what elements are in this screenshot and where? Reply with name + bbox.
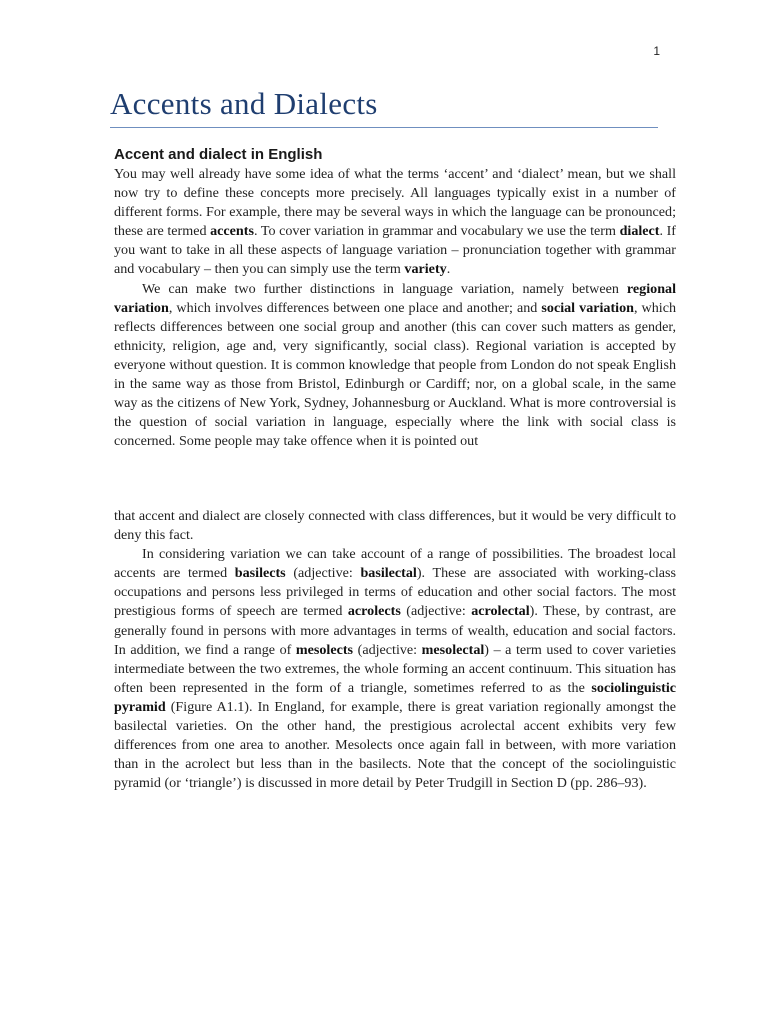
body-text: (Figure A1.1). In England, for example, there is great variation regionally amongst the basilectal varieties. On the other hand, the prestigious acrolectal accent exhibits very few differences from one area to another. Mesolects once again fall in between, with more variation than in the acrolect but less than in the basilects. Note that the concept of the sociolinguistic pyramid (or ‘triangle’) is discussed in more detail by Peter Trudgill in Section D (pp. 286–93). [114, 698, 676, 792]
body-text: You may well already have some idea of what the terms ‘accent’ and ‘dialect’ mean, but we shall now try to define these concepts more precisely. All languages typically exist in a number of different forms. For example, there may be several ways in which the language can be pronounced; these are termed [114, 166, 676, 240]
document-title: Accents and Dialects [110, 86, 378, 121]
body-text: (adjective: [285, 565, 361, 582]
body-text: (adjective: [353, 641, 422, 658]
paragraph-continuation [114, 507, 676, 545]
text-block-upper [114, 144, 676, 451]
key-term: acrolects [347, 603, 401, 620]
key-term: variety [404, 261, 447, 278]
page-number: 1 [653, 44, 660, 58]
paragraph-variation [114, 280, 676, 452]
body-text: . If you want to take in all these aspects of language variation – pronunciation together with grammar and vocabulary – then you can simply use the term [114, 223, 676, 278]
key-term: basilects [234, 565, 286, 582]
paragraph-lects [114, 545, 676, 793]
key-term: dialect [619, 223, 660, 240]
key-term: social variation [541, 299, 634, 316]
body-text: , which involves differences between one place and another; and [168, 299, 542, 316]
body-text: ). These, by contrast, are generally found in persons with more advantages in terms of wealth, education and social factors. In addition, we find a range of [114, 603, 676, 658]
key-term: accents [210, 223, 254, 240]
paragraph-definitions [114, 165, 676, 280]
key-term: acrolectal [471, 603, 530, 620]
body-text: . [446, 261, 451, 278]
section-heading: Accent and dialect in English [114, 146, 323, 163]
body-text: that accent and dialect are closely connected with class differences, but it would be very difficult to deny this fact. [114, 508, 676, 544]
key-term: sociolinguistic pyramid [114, 679, 676, 715]
body-text: ) – a term used to cover varieties intermediate between the two extremes, the whole forming an accent continuum. This situation has often been represented in the form of a triangle, sometimes referred to as the [114, 641, 676, 696]
body-text: (adjective: [400, 603, 472, 620]
key-term: basilectal [360, 565, 417, 582]
body-text: We can make two further distinctions in language variation, namely between [142, 280, 627, 297]
key-term: regional variation [114, 280, 676, 316]
text-block-lower [114, 507, 676, 793]
body-text: ). These are associated with working-class occupations and persons less privileged in terms of education and other social factors. The most prestigious forms of speech are termed [114, 565, 676, 620]
key-term: mesolectal [421, 641, 485, 658]
title-underline [110, 127, 658, 128]
key-term: mesolects [295, 641, 354, 658]
body-text: In considering variation we can take account of a range of possibilities. The broadest local accents are termed [114, 546, 676, 582]
body-text: . To cover variation in grammar and vocabulary we use the term [253, 223, 620, 240]
body-text: , which reflects differences between one social group and another (this can cover such matters as gender, ethnicity, religion, age and, very significantly, social class). Regional variation is accepted by everyone without question. It is common knowledge that people from London do not speak English in the same way as those from Bristol, Edinburgh or Cardiff; nor, on a global scale, in the same way as the citizens of New York, Sydney, Johannesburg or Auckland. What is more controversial is the question of social variation in language, especially where the link with social class is concerned. Some people may take offence when it is pointed out [114, 299, 676, 450]
